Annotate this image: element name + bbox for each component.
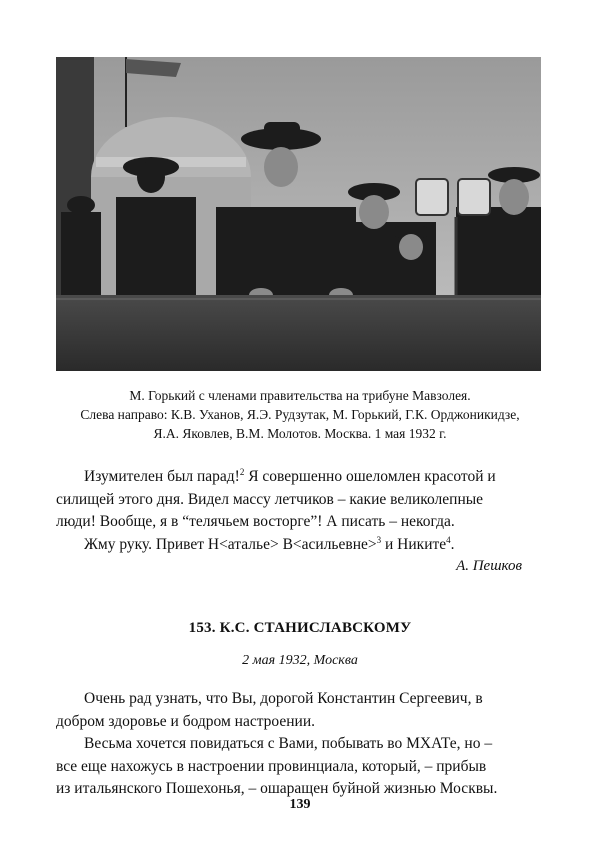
page-number: 139 [289,797,311,812]
text-line: силищей этого дня. Видел массу летчиков – какие великолепные [56,490,484,508]
text-line: Жму руку. Привет Н<аталье> В<асильевне>$^3$ и Никите$^4$. [84,534,455,553]
letter-dateline: 2 мая 1932, Москва [242,653,358,668]
photo-caption [40,386,560,443]
caption-line: Слева направо: К.В. Уханов, Я.Э. Рудзутак, М. Горький, Г.К. Орджоникидзе, [80,407,520,422]
caption-line: М. Горький с членами правительства на трибуне Мавзолея. [129,388,471,403]
footnote-ref[interactable]: 3 [376,534,382,545]
text-line: Изумителен был парад!$^2$ Я совершенно ошеломлен красотой и [84,466,496,485]
text-line: люди! Вообще, я в “телячьем восторге”! А писать – некогда. [56,513,455,530]
footnote-ref[interactable]: 4 [446,534,451,545]
letter-body-1 [56,466,544,556]
caption-line: Я.А. Яковлев, В.М. Молотов. Москва. 1 мая 1932 г. [153,426,447,441]
signature: А. Пешков [456,558,522,574]
text-line: из итальянского Пошехонья, – ошаращен буйной жизнью Москвы. [56,780,498,797]
historical-photo [56,57,541,371]
text-line: Очень рад узнать, что Вы, дорогой Константин Сергеевич, в [84,690,483,707]
text-line: все еще нахожусь в настроении провинциала, который, – прибыв [56,757,487,775]
letter-body-2 [56,688,544,801]
text-line: добром здоровье и бодром настроении. [56,712,316,730]
footnote-ref[interactable]: 2 [239,466,245,477]
text-line: Весьма хочется повидаться с Вами, побывать во МХАТе, но – [84,735,493,752]
letter-heading: 153. К.С. СТАНИСЛАВСКОМУ [188,620,412,636]
